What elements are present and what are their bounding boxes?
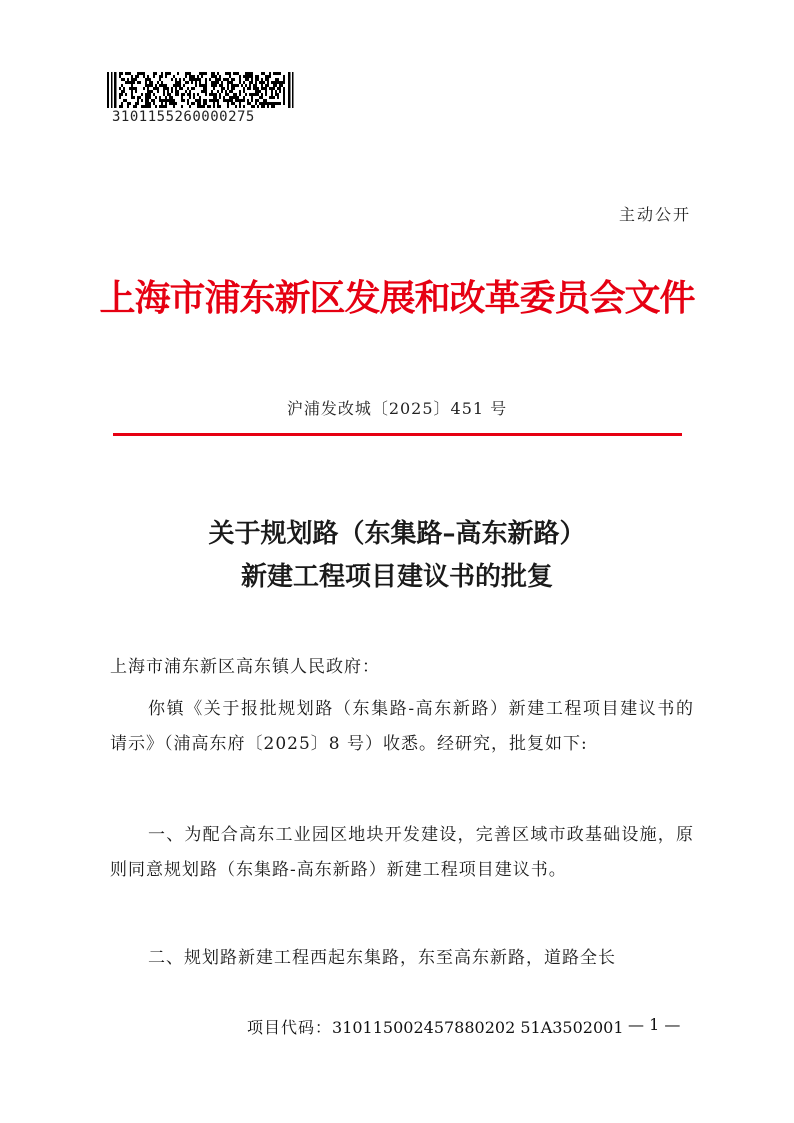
barcode: [107, 72, 295, 108]
barcode-guard-bar: [111, 72, 113, 108]
barcode-guard-bar: [107, 72, 109, 108]
document-title-line-2: 新建工程项目建议书的批复: [240, 562, 553, 592]
barcode-guard-bar: [114, 72, 117, 108]
disclosure-label: 主动公开: [618, 205, 691, 224]
body-paragraph-1: 你镇《关于报批规划路（东集路-高东新路）新建工程项目建议书的请示》（浦高东府〔2025〕8 号）收悉。经研究，批复如下:: [110, 699, 694, 754]
barcode-number: 3101155260000275: [112, 109, 255, 125]
body-paragraph-3: 二、规划路新建工程西起东集路，东至高东新路，道路全长: [148, 948, 616, 968]
project-code-label: 项目代码：: [247, 1018, 333, 1037]
document-title-line-1: 关于规划路（东集路–高东新路）: [208, 519, 586, 549]
red-divider: [113, 433, 682, 436]
document-number: 沪浦发改城〔2025〕451 号: [286, 399, 508, 418]
barcode-guard-bar: [292, 72, 294, 108]
page-number: — 1 —: [628, 1015, 681, 1034]
project-code: [247, 1015, 624, 1038]
project-code-value: 310115002457880202 51A3502001: [332, 1018, 624, 1037]
barcode-guard-bar: [288, 72, 291, 108]
body-paragraph-2: 一、为配合高东工业园区地块开发建设，完善区域市政基础设施，原则同意规划路（东集路-高东新路）新建工程项目建议书。: [110, 825, 694, 880]
addressee: 上海市浦东新区高东镇人民政府：: [110, 657, 380, 677]
document-title: [0, 513, 794, 599]
agency-title: 上海市浦东新区发展和改革委员会文件: [99, 277, 695, 319]
